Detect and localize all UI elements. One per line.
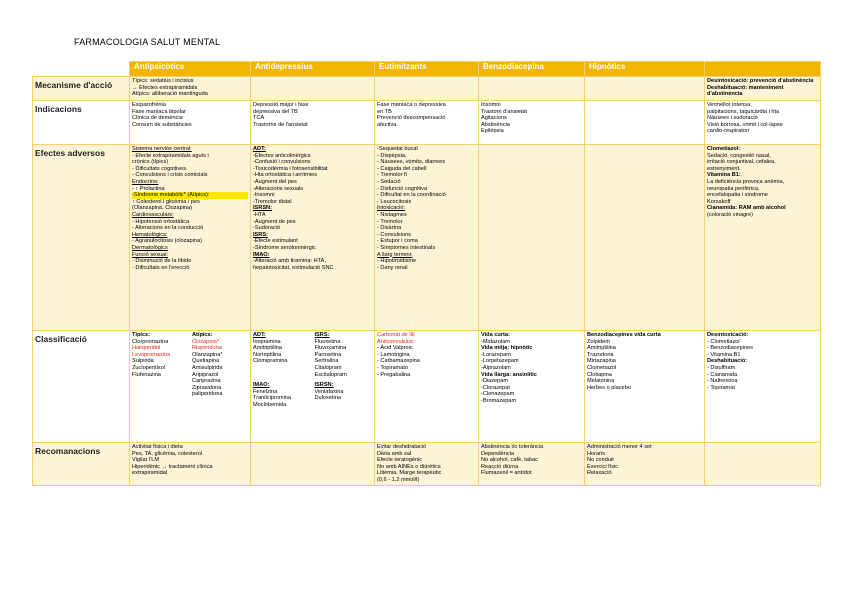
cell-line: Activitat física i dieta [132,444,183,450]
drug-name: Clorpromazina [132,338,169,345]
cell-line: -Toxicodèrmia i fotosensibilitat [253,165,328,172]
cell-line: La deficiència provoca anèmia, [707,178,785,185]
drug-name: - Vitamina B1 [707,351,741,358]
cell-line: - Leucocitosis [377,198,412,205]
class-subhead: Atípics: [192,332,213,338]
cell-line: - Disminució de la líbido [132,258,192,265]
cell-line: Intoxicació: [377,205,405,212]
drug-name: - Cianamida [707,371,738,378]
header-hipnotics: Hipnòtics [585,62,705,77]
cell-line: - Efecte extrapiramidals aguts i [132,152,209,159]
cell-line: Exercici físic [587,463,619,470]
cell-line: Dermatològics [132,244,168,251]
class-antipsicotics [130,331,251,443]
cell-line: (coloració vinagre) [707,211,754,218]
drug-name: Levopromazina [132,351,171,358]
drug-name: Deshabituació: [707,358,748,365]
row-header: Mecanisme d'acció [33,77,130,101]
cell-line: → Efectes extrapiramidals [132,84,198,91]
header-antidepressius: Antidepressius [251,62,375,77]
drug-name: Clometiazol [587,364,617,371]
table-cell [479,101,585,145]
cell-line: neuropatia perifèrica, [707,185,760,192]
drug-name: Clomipramina [253,358,288,365]
cell-line: palpitacions, taquicàrdia i hta [707,108,780,115]
drug-name: Paroxetina [314,351,342,358]
cell-line: - Disfunció cognitiva [377,185,428,192]
drug-name: Nortriptilina [253,351,282,358]
table-cell [479,77,585,101]
cell-line: - Dificultat en la coordinació [377,192,446,199]
cell-line: -Tremolor distal [253,198,292,205]
cell-line: (0,6 - 1,2 mmol/l) [377,476,420,483]
cell-line: Abstinència [481,121,510,128]
cell-line: - Agranulocitosis (clozapina) [132,238,202,245]
drug-name: Clozapina* [192,338,220,345]
table-cell [375,101,479,145]
corner-cell [33,62,130,77]
class-subhead: IMAO: [253,382,270,389]
cell-line: - Hipotiroïdisme [377,258,417,265]
cell-line: Pes, TA, glicèmia, colesterol [132,450,203,457]
drug-name: Quetiapina [192,358,220,365]
cell-line: -Augment del pes [253,178,297,185]
cell-line: - Dificultats en l'erecció [132,264,190,271]
cell-line: Litièmia. Marge terapèutic [377,470,442,477]
drug-name: Mirtazapina [587,358,616,365]
cell-line: encefalopatia i síndrome [707,192,768,199]
table-cell [375,145,479,331]
cell-line: Abstinència i/o tolerància [481,444,544,450]
drug-name: Trazodona [587,351,614,358]
cell-line: ADT: [253,146,266,152]
cell-line: Vigilar l'LM [132,457,160,464]
cell-line: Hiperidènic → tractament clínica [132,463,213,470]
cell-line: - Tremolor [377,218,403,225]
cell-line: -Sequedat bucal [377,146,418,152]
drug-name: - Clometiazol [707,338,740,345]
drug-name: - Topiramat [707,384,735,391]
cell-line: Korsakoff [707,198,731,205]
cell-line: Administració menor 4 set [587,444,652,450]
cell-line: -Insomni [253,192,275,199]
cell-line: Dependència [481,450,514,457]
table-cell [705,443,821,486]
drug-name: Vida mitja: hipnòtic [481,345,533,352]
table-row [33,443,821,486]
drug-name: Tranilcipromina [253,395,292,402]
cell-line: Cianamida: RAM amb alcohol [707,205,786,212]
drug-name: - Lamotrigina [377,351,410,358]
cell-line: Vitamina B1: [707,172,741,179]
drug-name: -Alprazolam [481,364,511,371]
class-antidepressius [251,331,375,443]
table-cell [705,145,821,331]
drug-name: Desintoxicació: [707,332,749,338]
cell-line: A llarg termini: [377,251,413,258]
drug-name: Clotiapina [587,371,612,378]
cell-line: - Disàrtria [377,225,402,232]
drug-name: Benzodiacepines vida curta [587,332,661,338]
cell-line: Atípics: alliberació mantinguda [132,91,208,98]
class-benzodiacepina [479,331,585,443]
cell-line: -Efectes anticolinèrgics [253,152,311,159]
drug-name: Amitriptilina [253,345,282,352]
cell-line: -Alteracions sexuals [253,185,304,192]
drug-name: Fluoxetina [314,338,341,345]
table-cell [585,101,705,145]
row-header: Indicacions [33,101,130,145]
cell-line: Típics: sedatius i incisius [132,78,194,84]
cell-line: Depressió major i fase [253,102,309,108]
drug-name: -Clorazepat [481,384,510,391]
table-cell [130,443,251,486]
drug-name: Venlafaxina [314,388,344,395]
cell-line: hepatotoxicitat, estimulació SNC [253,264,334,271]
cell-line: estrenyiment. [707,165,741,172]
drug-name: Zolpidem [587,338,611,345]
cell-line: Dieta amb sal [377,450,412,457]
drug-name: - Carbamazepina [377,358,420,365]
cell-line: irritació conjuntival, cefalea, [707,159,776,166]
cell-line: No alcohol, cafè, tabac [481,457,538,464]
table-row [33,145,821,331]
cell-line: Nàusees i sudoració [707,115,758,122]
cell-line: Epilèpsia [481,128,504,135]
drug-name: Amitriptilina [587,345,616,352]
drug-name: Vida curta: [481,332,510,338]
drug-name: - Benzodiacepines [707,345,754,352]
drug-name: -Diazepam [481,378,509,385]
class-eutimitzants [375,331,479,443]
cell-line: Fase maníaca o depressiva [377,102,446,108]
table-cell [130,145,251,331]
cell-line: Horaris [587,450,606,457]
cell-line: Sedació, congestió nasal, [707,152,771,159]
table-cell [585,145,705,331]
cell-line: - Dispèpsia, [377,152,407,159]
cell-line: ↑ Colesterol i glicèmia i pes [132,198,200,205]
class-subhead: Típics: [132,332,151,338]
drug-name: Cariprazina [192,378,221,385]
cell-line: -Síndrome serotoninèrgic [253,244,316,251]
table-cell [705,77,821,101]
cell-line: afectiva. [377,121,398,128]
class-subhead: ISRSN: [314,382,334,389]
table-cell [585,443,705,486]
table-cell [705,101,821,145]
cell-line: Esquizofrènia [132,102,166,108]
table-cell [251,77,375,101]
class-desintoxicacio [705,331,821,443]
drug-name: Zuclopentixol [132,364,165,371]
table-cell [130,77,251,101]
drug-name: Imipramina [253,338,281,345]
drug-name: - Naltrexona [707,378,738,385]
drug-name: Carbonat de liti [377,332,415,338]
cell-line: cardio-respiratori [707,128,749,135]
drug-name: - Àcid Valproic [377,345,413,352]
table-row [33,331,821,443]
cell-line: Cardiovasculars: [132,211,174,218]
class-subhead: ADT: [253,332,266,338]
cell-line: -Confusió i convulsions [253,159,311,166]
drug-name: Moclobemida [253,401,287,408]
cell-line: Endocrins: [132,178,159,185]
cell-line: Reacció diürna [481,463,519,470]
table-cell [251,101,375,145]
cell-line: IMAO: [253,251,270,258]
row-header: Efectes adversos [33,145,130,331]
drug-name: Melatonina [587,378,615,385]
cell-line: Evitar deshidratació [377,444,427,450]
cell-line: Prevenció descompensació [377,115,446,122]
drug-name: -Midazolam [481,338,510,345]
cell-line: -Síndrome metabòlic* (Atípics): [132,192,248,199]
drug-name: Risperidona [192,345,222,352]
cell-line: - Estupor i coma [377,238,418,245]
cell-line: ISRS: [253,231,268,238]
drug-name: - Disulfiram [707,364,736,371]
row-header: Recomanacions [33,443,130,486]
table-cell [375,443,479,486]
cell-line: Desintoxicació: prevenció d'abstinència [707,78,814,84]
cell-line: Relaxació [587,470,612,477]
cell-line: Clometiazol: [707,146,741,152]
drug-name: Olanzapina* [192,351,223,358]
cell-line: crònics (típics) [132,159,169,166]
cell-line: Trastorns de l'ansietat [253,121,308,128]
cell-line: Deshabituació: manteniment d'abstinència [707,84,784,98]
cell-line: No conduir [587,457,615,464]
drug-name: -Lorazepam [481,351,511,358]
drug-name: - Topiramato [377,364,408,371]
cell-line: TCA [253,115,265,122]
cell-line: Funció sexual: [132,251,169,258]
header-antipsicotics: Antipsicòtics [130,62,251,77]
cell-line: - Dificultats cognitives. [132,165,188,172]
row-header: Classificació [33,331,130,443]
drug-name: Haloperidol [132,345,161,352]
cell-line: Fase maníaca bipolar [132,108,186,115]
cell-line: (Olanzapina, Clozapina) [132,205,193,212]
drug-name: Aripiprazol [192,371,219,378]
cell-line: Agitacions [481,115,507,122]
drug-name: Escitalopram [314,371,347,378]
cell-line: Efecte teratogènic [377,457,423,464]
cell-line: Clínica de demència [132,115,183,122]
cell-line: Insomni [481,102,501,108]
drug-name: Herbes o placebo [587,384,631,391]
table-cell [251,443,375,486]
cell-line: - Nàusees, vòmits, diarrees [377,159,446,166]
cell-line: - Dany renal [377,264,408,271]
drug-name: -Bromazepam [481,397,517,404]
cell-line: extrapiramidal [132,470,168,477]
cell-line: - Alteracions en la conducció [132,225,204,232]
cell-line: depressiva del TB [253,108,298,115]
cell-line: -Hta ortostàtica i arrítmies [253,172,318,179]
cell-line: Hematològics: [132,231,168,238]
pharmacology-table [32,61,820,526]
cell-line: No amb AINEs o diürètics [377,463,441,470]
drug-name: Duloxetina [314,395,341,402]
cell-line: - Nistagmes [377,211,407,218]
cell-line: Trastorn d'ansietat [481,108,527,115]
cell-line: Visió borrosa, vòmit i col·lapse [707,121,783,128]
cell-line: -Efecte estimulant [253,238,298,245]
class-subhead: ISRS: [314,332,330,338]
drug-name: Fluvoxamina [314,345,347,352]
cell-line: Consum de substàncies [132,121,192,128]
cell-line: ISRSN: [253,205,272,212]
class-hipnotics [585,331,705,443]
cell-line: - Convulsions [377,231,411,238]
header-benzodiacepina: Benzodiacepina [479,62,585,77]
table-cell [130,101,251,145]
drug-name: Amisulpirida [192,364,223,371]
cell-line: - Tremolor fi [377,172,407,179]
table-cell [479,145,585,331]
drug-name: Fenelzina [253,388,278,395]
cell-line: -Augment de pes [253,218,296,225]
drug-name: Flufenazina [132,371,161,378]
table-row [33,101,821,145]
cell-line: - Convulsions i crisis comicials [132,172,208,179]
header-eutimitzants: Eutimitzants [375,62,479,77]
drug-name: -Clonazepam [481,391,515,398]
drug-name: Citalopram [314,364,342,371]
cell-line: Sistema nerviós central: [132,146,192,152]
drug-name: Anticonvulsius: [377,338,415,345]
cell-line: - Caiguda del cabell [377,165,427,172]
cell-line: Vermellor intensa, [707,102,752,108]
table-cell [375,77,479,101]
cell-line: -Sudoració [253,225,281,232]
cell-line: - Símptomes intestinals [377,244,436,251]
cell-line: - ↑ Prolactina [132,185,165,192]
cell-line: - Sedació [377,178,401,185]
header-row [33,62,821,77]
drug-name: -Lorpetazepam [481,358,519,365]
table-cell [479,443,585,486]
drug-name: Vida llarga: ansiolític [481,371,537,378]
drug-name: Sertralina [314,358,339,365]
drug-name: Ziprasidona [192,384,222,391]
drug-name: Sulpirida [132,358,154,365]
cell-line: - Hipotensió ortostàtica [132,218,190,225]
table-cell [251,145,375,331]
table-cell [585,77,705,101]
drug-name: paliperidona [192,391,223,398]
cell-line: -HTA [253,211,266,218]
page-title: FARMACOLOGIA SALUT MENTAL [74,37,221,47]
drug-name: - Pregabalina [377,371,411,378]
header-blank [705,62,821,77]
cell-line: en TB [377,108,392,115]
cell-line: -Alteració amb tiramina: HTA, [253,258,326,265]
cell-line: Flumazenil = antídot [481,470,532,477]
table-row [33,77,821,101]
